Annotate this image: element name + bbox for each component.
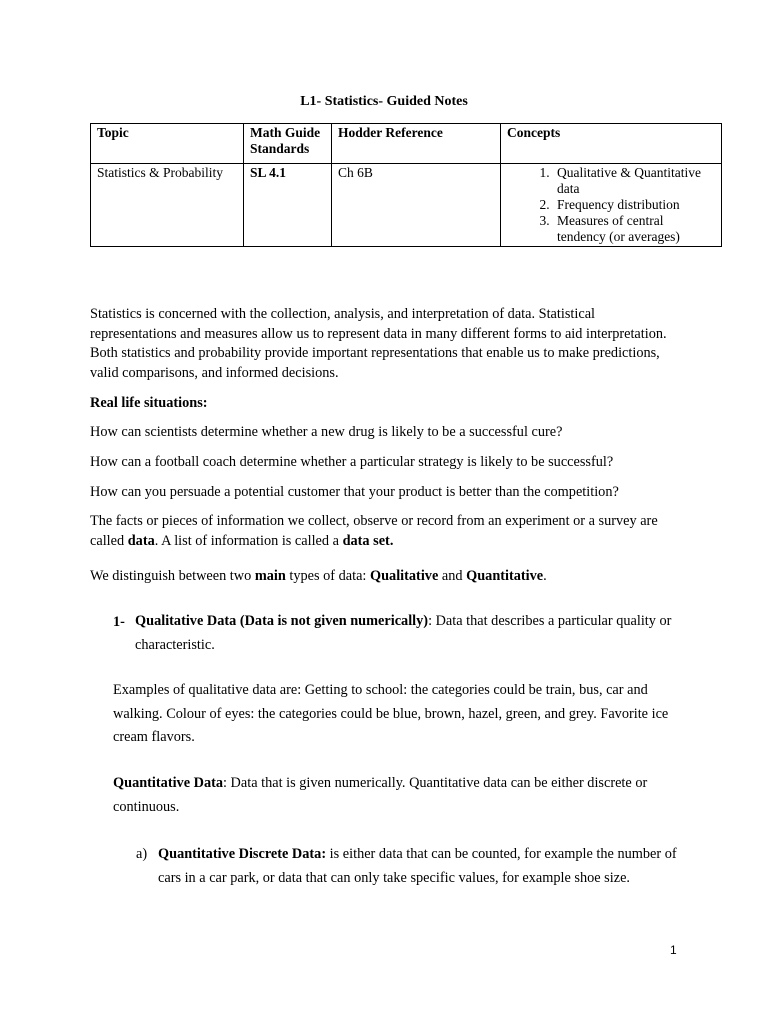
types-text: .	[543, 568, 547, 584]
table-cell-reference: Ch 6B	[332, 164, 501, 247]
table-header-concepts: Concepts	[501, 124, 722, 164]
real-life-heading: Real life situations:	[90, 395, 208, 411]
data-definition	[90, 512, 680, 551]
page-number: 1	[670, 943, 677, 957]
concepts-list	[507, 165, 715, 245]
table-cell-concepts	[501, 164, 722, 247]
term-quantitative: Quantitative	[466, 568, 544, 584]
term-qualitative: Qualitative	[369, 568, 439, 584]
table-header-standards: Math Guide Standards	[244, 124, 332, 164]
term-data: data	[127, 532, 155, 549]
term-data-set: data set.	[342, 532, 394, 549]
data-types-sentence	[90, 567, 690, 587]
question-1: How can scientists determine whether a new drug is likely to be a successful cure?	[90, 424, 563, 440]
sub-item-label: a)	[136, 846, 148, 862]
data-definition-text: The facts or pieces of information we collect, observe or record from an experiment or a survey are called	[90, 513, 658, 549]
term-main: main	[254, 568, 286, 584]
table-cell-standard: SL 4.1	[244, 164, 332, 247]
discrete-heading: Quantitative Discrete Data:	[158, 846, 327, 862]
quantitative-definition	[113, 772, 693, 819]
question-3: How can you persuade a potential customer that your product is better than the competition?	[90, 484, 619, 500]
list-item: 3. Measures of central tendency (or averages)	[553, 213, 715, 245]
table-row	[91, 164, 722, 247]
qualitative-examples: Examples of qualitative data are: Getting to school: the categories could be train, bus, car and walking. Colour of eyes: the categories could be blue, brown, hazel, green, and grey. Favorite ice cream flavors.	[113, 682, 669, 745]
quantitative-heading: Quantitative Data	[113, 775, 223, 791]
types-text: and	[438, 568, 467, 584]
table-header-row	[91, 124, 722, 164]
question-2: How can a football coach determine whether a particular strategy is likely to be successful?	[90, 454, 614, 470]
table-header-reference: Hodder Reference	[332, 124, 501, 164]
overview-table	[90, 123, 722, 247]
page-title: L1- Statistics- Guided Notes	[300, 94, 468, 109]
qualitative-definition	[135, 610, 675, 657]
list-item: 2. Frequency distribution	[553, 197, 715, 213]
table-cell-topic: Statistics & Probability	[91, 164, 244, 247]
types-text: We distinguish between two	[90, 568, 255, 584]
discrete-definition	[158, 843, 678, 890]
table-header-topic: Topic	[91, 124, 244, 164]
qualitative-heading: Qualitative Data (Data is not given numerically)	[135, 613, 429, 629]
quantitative-text: : Data that is given numerically. Quantitative data can be either discrete or continuous.	[113, 775, 648, 815]
item-number-1: 1-	[113, 614, 125, 630]
types-text: types of data:	[285, 568, 370, 584]
list-item: 1. Qualitative & Quantitative data	[553, 165, 715, 197]
qualitative-text: : Data that describes a particular quality or characteristic.	[135, 613, 672, 653]
discrete-text: is either data that can be counted, for example the number of cars in a car park, or data that can only take specific values, for example shoe size.	[158, 846, 677, 886]
intro-paragraph: Statistics is concerned with the collection, analysis, and interpretation of data. Statistical representations and measures allow us to represent data in many different forms to aid interpretation. Both statistics and probability provide important representations that enable us to make predictions, valid comparisons, and informed decisions.	[90, 306, 667, 382]
data-definition-text: . A list of information is called a	[154, 532, 343, 549]
